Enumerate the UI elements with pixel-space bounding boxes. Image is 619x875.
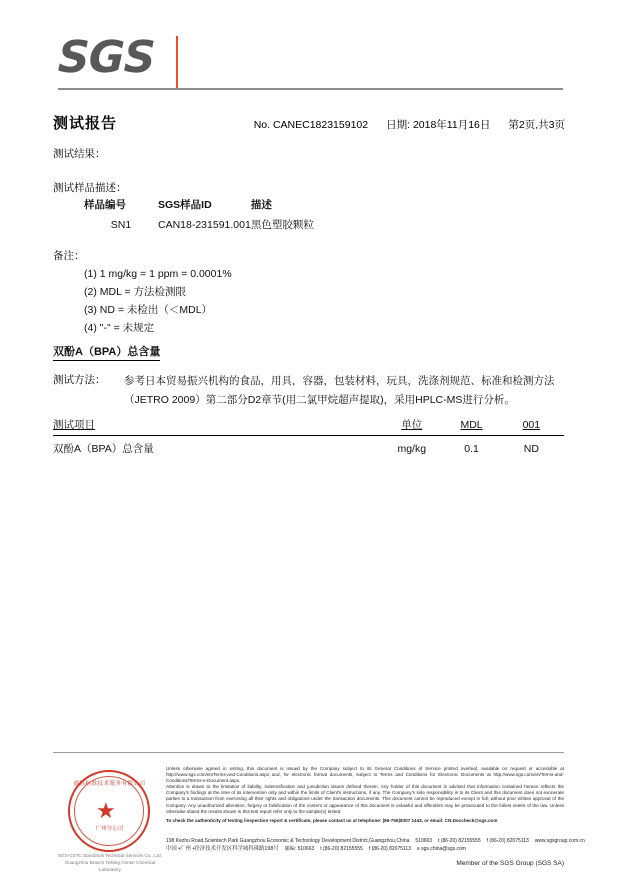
result-table — [53, 417, 564, 456]
cell-description: 黑色塑胶颗粒 — [250, 219, 314, 231]
remark-item: (1) 1 mg/kg = 1 ppm = 0.0001% — [84, 268, 232, 280]
remark-item: (2) MDL = 方法检测限 — [84, 286, 186, 298]
legal-text: Unless otherwise agreed in writing, this document is issued by the Company subject to its General Conditions of Service printed overleaf, available on request or accessible at http://www.sgs.com/en/Terms-and-Conditions.aspx and, for electronic format documents, subject to Terms and Conditions for Electronic Documents at http://www.sgs.com/en/Terms-and-Conditions/Terms-e-Document.aspx. — [166, 766, 564, 784]
address-cn-fax: f (86-20) 82075113 — [368, 846, 411, 852]
page-title: 测试报告 — [53, 115, 118, 132]
table-header-row — [84, 197, 371, 217]
test-method-text: 参考日本贸易振兴机构的食品，用具，容器，包装材料，玩具，洗涤剂规范、标准和检测方法（JETRO 2009）第二部分D2章节(用二氯甲烷超声提取)，采用HPLC-MS进行分析。 — [124, 375, 555, 406]
sample-description-label: 测试样品描述： — [53, 182, 127, 194]
address-cn-email: e sgs.china@sgs.com — [416, 846, 466, 852]
address-en-tel: t (86-20) 82155555 — [438, 838, 481, 844]
column-header-test-item: 测试项目 — [53, 417, 379, 436]
seal-top-text: 通标标准技术服务有限公司 — [73, 781, 146, 787]
legal-authenticity-notice: To check the authenticity of testing /inspection report & certificate, please contact us at telephone: (86-755)8307 1443, or email: CN.Doccheck@sgs.com — [166, 817, 498, 823]
legal-attention-text: Attention is drawn to the limitation of liability, indemnification and jurisdiction issues defined therein. Any holder of this document is advised that information contained hereon reflects the Company's findings at the time of its intervention only and within the limits of Client's instructions, if any. The Company's sole responsibility is to its Client and this document does not exonerate parties to a transaction from exercising all their rights and obligations under the transaction documents. This document cannot be reproduced except in full, without prior written approval of the Company. Any unauthorized alteration, forgery or falsification of the content or appearance of this document is unlawful and offenders may be prosecuted to the fullest extent of the law. Unless otherwise stated the results shown in this test report refer only to the sample(s) tested. — [166, 784, 564, 814]
address-en-zip: 510663 — [415, 838, 433, 844]
address-block — [166, 837, 585, 853]
sgs-logo-text: SGS — [57, 32, 156, 83]
report-number: No. CANEC1823159102 — [253, 119, 369, 131]
title-row — [53, 112, 565, 133]
column-header-description: 描述 — [250, 199, 272, 211]
section-title-bpa: 双酚A（BPA）总含量 — [53, 343, 160, 361]
logo-accent-bar — [176, 36, 178, 88]
table-header-row — [53, 417, 564, 436]
cell-unit: mg/kg — [397, 442, 427, 455]
address-en-web: www.sgsgroup.com.cn — [534, 838, 585, 844]
legal-disclaimer — [166, 766, 564, 824]
column-header-mdl: MDL — [444, 417, 498, 436]
address-cn-zip: 邮编: 510663 — [284, 846, 315, 852]
cell-test-item: 双酚A（BPA）总含量 — [53, 443, 154, 455]
column-header-result-001: 001 — [499, 417, 564, 436]
seal-caption: SGS-CSTC Standards Technical Services Co., Ltd. Guangzhou Branch Testing Center Chemical Laboratory — [58, 853, 162, 872]
address-en-fax: f (86-20) 82075113 — [486, 838, 529, 844]
star-icon: ★ — [96, 798, 116, 823]
address-line-en — [166, 837, 585, 845]
member-footer-text: Member of the SGS Group (SGS SA) — [456, 860, 564, 867]
result-label: 测试结果： — [53, 148, 106, 160]
column-header-unit: 单位 — [379, 417, 444, 436]
remark-item: (4) "-" = 未规定 — [84, 322, 155, 334]
address-line-cn — [166, 845, 564, 853]
page-number: 第2页,共3页 — [508, 119, 565, 131]
report-meta — [254, 117, 565, 132]
column-header-sample-no: 样品编号 — [84, 199, 126, 211]
remark-item: (3) ND = 未检出（＜MDL） — [84, 304, 213, 316]
cell-sample-no: SN1 — [110, 218, 132, 231]
cell-sgs-id: CAN18-231591.001 — [158, 218, 251, 231]
header-divider — [58, 88, 563, 90]
test-method-label: 测试方法： — [53, 374, 106, 386]
footer-divider — [53, 752, 564, 753]
remarks-label: 备注： — [53, 250, 85, 262]
seal-bottom-text: 广州分公司 — [95, 826, 124, 832]
address-cn: 中国 •广州 •经济技术开发区科学城科珠路198号 — [166, 846, 279, 852]
column-header-sgs-id: SGS样品ID — [158, 199, 212, 211]
company-seal-stamp — [58, 768, 162, 872]
address-en: 198 Kezhu Road,Scientech Park Guangzhou Economic & Technology Development District,Guangzhou,China — [166, 838, 410, 844]
sample-table — [84, 197, 371, 232]
report-date: 日期: 2018年11月16日 — [386, 119, 491, 131]
table-row — [84, 217, 371, 232]
sgs-logo — [58, 33, 188, 85]
remarks-list — [84, 265, 232, 337]
address-cn-tel: t (86-20) 82155555 — [320, 846, 363, 852]
table-row — [53, 436, 564, 457]
cell-mdl: 0.1 — [464, 442, 479, 455]
cell-result: ND — [523, 442, 539, 455]
